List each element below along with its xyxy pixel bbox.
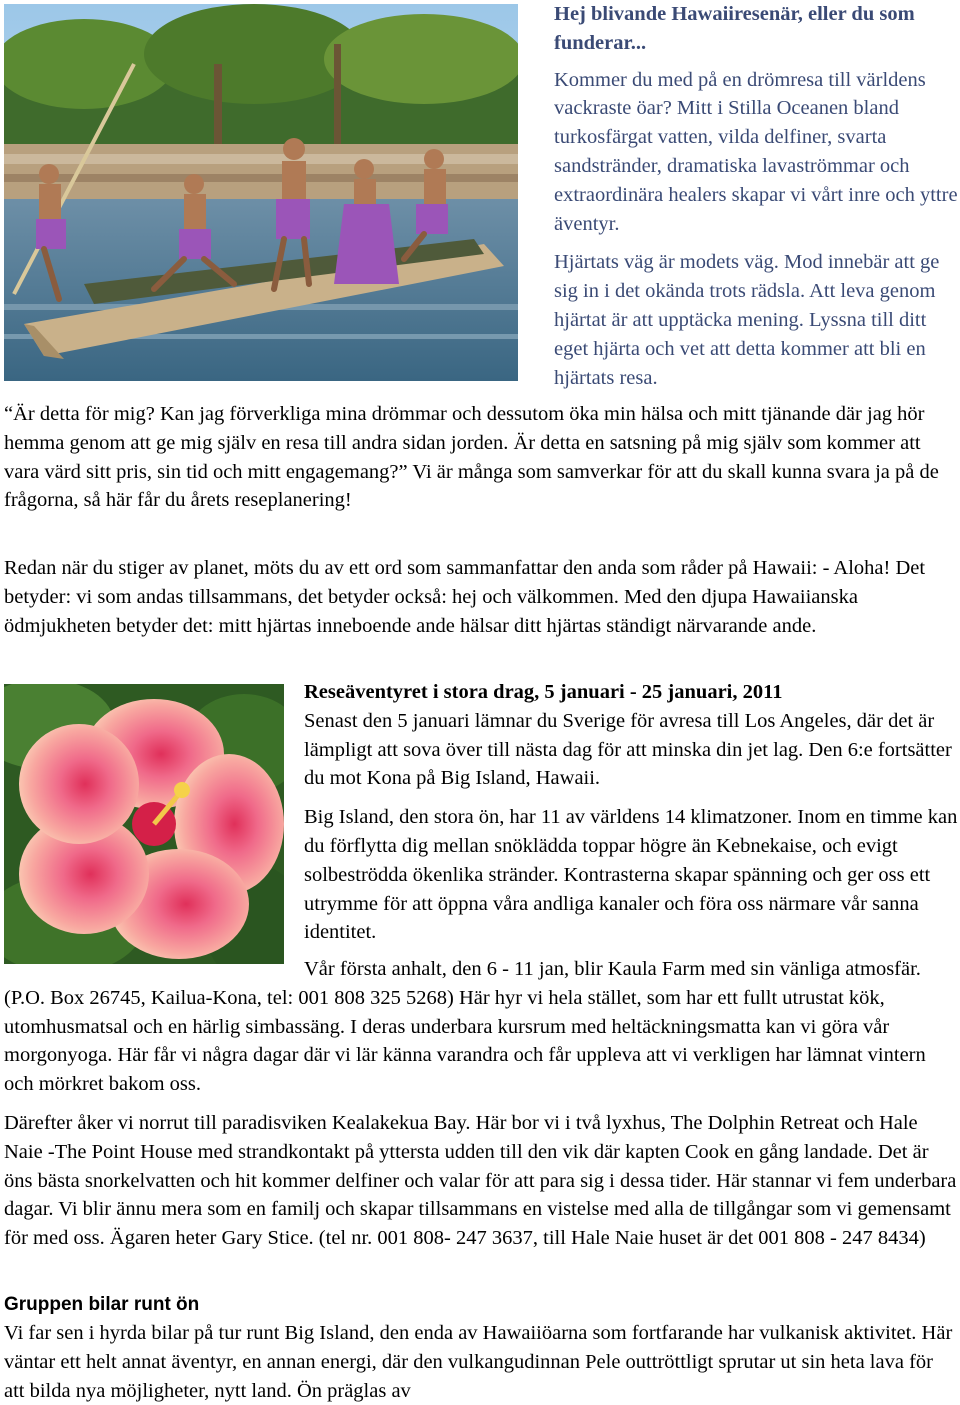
cars-paragraph: Vi far sen i hyrda bilar på tur runt Big Island, den enda av Hawaiiöarna som fortfarande har vulkanisk aktivitet. Här väntar ett helt annat äventyr, en annan energi, där den vulkangudinnan Pele outtröttligt sprutar ut sin heta lava för att bilda nya möjligheter, nytt land. Ön präglas av: [4, 1322, 953, 1402]
intro-paragraph-2: Hjärtats väg är modets väg. Mod innebär att ge sig in i det okända trots rädsla. Att leva genom hjärtat är att upptäcka mening. Lyssna till ditt eget hjärta och vet att detta kommer att bli en hjärtats resa.: [554, 251, 940, 389]
first-stop-text: Vår första anhalt, den 6 - 11 jan, blir Kaula Farm med sin vänliga atmosfär. (P.O. Box 26745, Kailua-Kona, tel: 001 808 325 5268) Här hyr vi hela stället, som har ett fullt utrustat kök, utomhusmatsal och en härlig simbassäng. I deras underbara kursrum med heltäckningsmatta kan vi göra vår morgonyoga. Här får vi några dagar där vi lär känna varandra och får uppleva att vi verkligen har lämnat vintern och mörkret bakom oss.: [4, 958, 926, 1096]
intro-section: [554, 0, 958, 392]
aloha-paragraph: Redan när du stiger av planet, möts du av ett ord som sammanfattar den anda som råder på Hawaii: - Aloha! Det betyder: vi som andas tillsammans, det betyder också: hej och välkommen. Med den djupa Hawaiianska ödmjukheten betyder det: mitt hjärtas inneboende ande hälsar ditt hjärtas ständigt närvarande ande.: [4, 557, 926, 637]
kealakekua-paragraph: Därefter åker vi norrut till paradisviken Kealakekua Bay. Här bor vi i två lyxhus, The Dolphin Retreat och Hale Naie -The Point House med strandkontakt på yttersta udden till den vik där kapten Cook en gång landade. Det är öns bästa snorkelvatten och hit kommer delfiner och valar för att para sig i dessa tider. Här stannar vi fem underbara dagar. Vi blir ännu mera som en familj och skapar tillsammans en vistelse med alla de tillgångar som vi gemensamt för med oss. Ägaren heter Gary Stice. (tel nr. 001 808- 247 3637, till Hale Naie huset är det 001 808 - 247 8434): [4, 1112, 957, 1250]
intro-paragraph-1: Kommer du med på en drömresa till världens vackraste öar? Mitt i Stilla Oceanen bland turkosfärgat vatten, vilda delfiner, svarta sandstränder, dramatiska lavaströmmar och extraordinära healers skapar vi vårt inre och yttre äventyr.: [554, 68, 958, 235]
departure-paragraph: Senast den 5 januari lämnar du Sverige för avresa till Los Angeles, där det är lämpligt att sova över till nästa dag för att minska din jet lag. Den 6:e fortsätter du mot Kona på Big Island, Hawaii.: [304, 709, 952, 790]
cars-heading: Gruppen bilar runt ön: [4, 1294, 200, 1315]
big-island-paragraph: Big Island, den stora ön, har 11 av världens 14 klimatzoner. Inom en timme kan du förflytta dig mellan snöklädda toppar högre än Kebnekaise, och evigt solbeströdda ökenlika stränder. Kontrasterna skapar spänning och ger oss ett utrymme för att öppna våra andliga kanaler och föra oss närmare vår sanna identitet.: [304, 806, 958, 944]
first-stop-paragraph: [4, 955, 958, 1099]
hibiscus-flower-photo: [4, 684, 284, 964]
trip-heading: Reseäventyret i stora drag, 5 januari - 25 januari, 2011: [304, 681, 783, 703]
question-paragraph: “Är detta för mig? Kan jag förverkliga mina drömmar och dessutom öka min hälsa och mitt tjänande där jag hör hemma genom att ge mig själv en resa till andra sidan jorden. Är detta en satsning på mig själv som kommer att vara värd sitt pris, sin tid och mitt engagemang?” Vi är många som samverkar för att du skall kunna svara ja på de frågorna, så här får du årets reseplanering!: [4, 403, 939, 512]
canoe-dancers-photo: [4, 4, 518, 381]
trip-section: [304, 678, 958, 947]
intro-heading: Hej blivande Hawaiiresenär, eller du som funderar...: [554, 3, 915, 54]
